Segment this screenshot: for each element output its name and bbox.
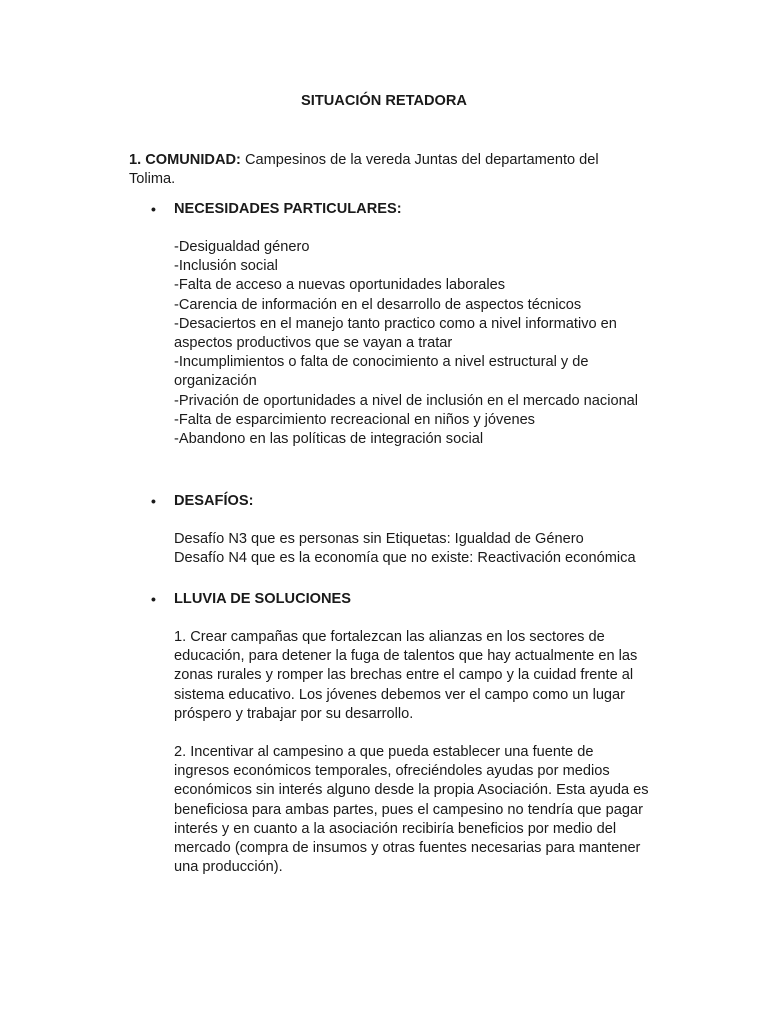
solution-paragraph-2: 2. Incentivar al campesino a que pueda establecer una fuente de ingresos económicos temporales, ofreciéndoles ayudas por medios económicos sin interés alguno desde la propia Asociación. Esta ayuda es beneficiosa para ambas partes, pues el campesino no tendría que pagar interés y en cuanto a la asociación recibiría beneficios por medio del mercado (compra de insumos y otras fuentes necesarias para mantener una producción).: [174, 744, 649, 876]
community-paragraph: [129, 151, 629, 189]
solutions-heading: LLUVIA DE SOLUCIONES: [174, 591, 352, 607]
challenges-section: [129, 492, 649, 572]
needs-section: [129, 200, 649, 460]
list-item: -Privación de oportunidades a nivel de inclusión en el mercado nacional: [174, 392, 639, 409]
solution-paragraph-1: 1. Crear campañas que fortalezcan las alianzas en los sectores de educación, para detener la fuga de talentos que hay actualmente en las zonas rurales y romper las brechas entre el campo y la cuidad frente al sistema educativo. Los jóvenes debemos ver el campo como un lugar próspero y trabajar por su desarrollo.: [174, 629, 638, 722]
bullet-icon: •: [151, 591, 156, 607]
list-item: -Abandono en las políticas de integración social: [174, 431, 484, 448]
list-item: -Falta de esparcimiento recreacional en niños y jóvenes: [174, 411, 535, 428]
list-item: -Desaciertos en el manejo tanto practico como a nivel informativo en: [174, 315, 617, 332]
bullet-icon: •: [151, 201, 156, 217]
list-item: -Incumplimientos o falta de conocimiento a nivel estructural y de: [174, 354, 589, 371]
list-item: -Falta de acceso a nuevas oportunidades laborales: [174, 277, 506, 294]
list-item: -Carencia de información en el desarrollo de aspectos técnicos: [174, 296, 582, 313]
challenges-list: [174, 530, 652, 568]
needs-list: [174, 238, 652, 449]
challenges-heading: DESAFÍOS:: [174, 493, 254, 509]
solutions-paragraphs: [174, 628, 652, 877]
list-item: organización: [174, 373, 257, 390]
list-item: Desafío N4 que es la economía que no existe: Reactivación económica: [174, 550, 636, 567]
list-item: Desafío N3 que es personas sin Etiquetas: Igualdad de Género: [174, 531, 584, 547]
community-text: Campesinos de la vereda Juntas del departamento del Tolima.: [129, 152, 599, 188]
list-item: -Inclusión social: [174, 258, 278, 275]
list-item: -Desigualdad género: [174, 239, 310, 255]
solutions-section: [129, 590, 649, 890]
needs-heading: NECESIDADES PARTICULARES:: [174, 201, 402, 217]
list-item: aspectos productivos que se vayan a tratar: [174, 335, 453, 352]
bullet-icon: •: [151, 493, 156, 509]
document-title: SITUACIÓN RETADORA: [301, 93, 467, 109]
community-label: 1. COMUNIDAD:: [129, 152, 241, 168]
